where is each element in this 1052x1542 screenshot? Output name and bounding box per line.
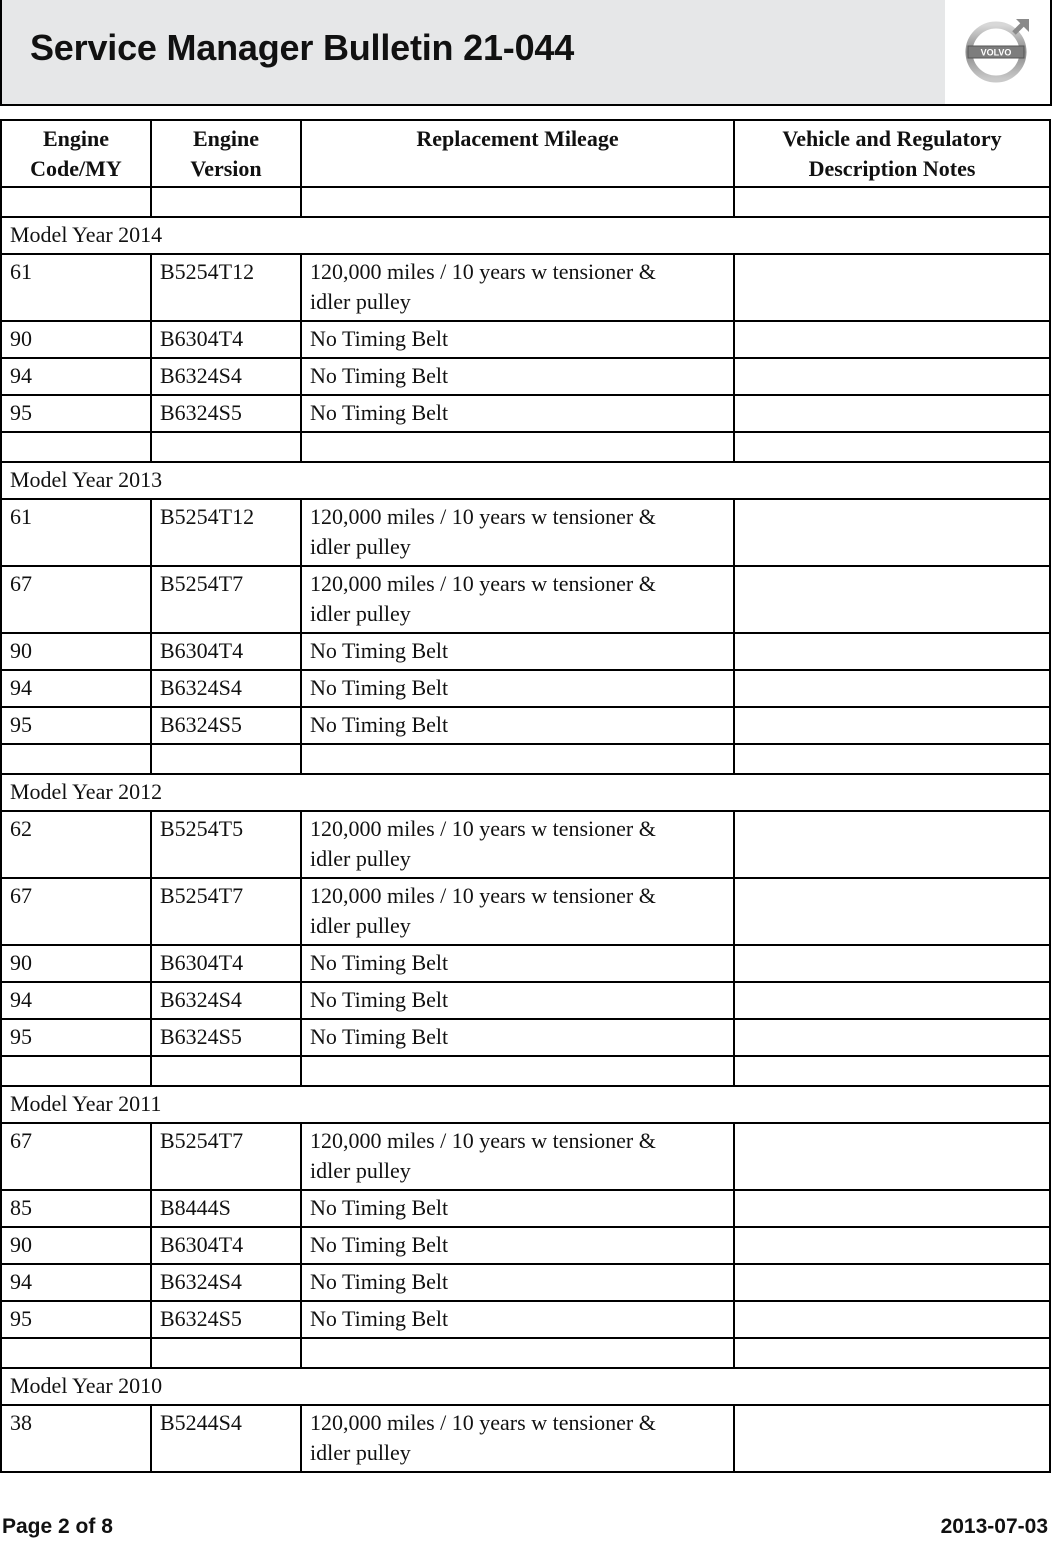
engine-version-cell: B8444S — [151, 1190, 301, 1227]
engine-code-cell: 85 — [1, 1190, 151, 1227]
mileage-text-line: idler pulley — [310, 913, 411, 938]
table-row — [1, 670, 1050, 707]
engine-version-cell: B5254T7 — [151, 566, 301, 633]
notes-cell — [734, 878, 1050, 945]
empty-cell — [734, 744, 1050, 774]
engine-table — [0, 119, 1051, 1473]
notes-cell — [734, 1405, 1050, 1472]
engine-code-cell: 61 — [1, 254, 151, 321]
empty-cell — [151, 432, 301, 462]
empty-cell — [151, 744, 301, 774]
col-header-engine-code: Engine Code/MY — [1, 120, 151, 187]
mileage-text-line: idler pulley — [310, 1440, 411, 1465]
engine-code-cell: 67 — [1, 566, 151, 633]
replacement-mileage-cell — [301, 566, 734, 633]
replacement-mileage-cell — [301, 945, 734, 982]
engine-code-cell: 94 — [1, 1264, 151, 1301]
engine-code-cell: 62 — [1, 811, 151, 878]
col-header-replacement-mileage: Replacement Mileage — [301, 120, 734, 187]
notes-cell — [734, 499, 1050, 566]
mileage-text-line: 120,000 miles / 10 years w tensioner & — [310, 571, 656, 596]
bulletin-date: 2013-07-03 — [940, 1515, 1048, 1538]
engine-code-cell: 67 — [1, 878, 151, 945]
notes-cell — [734, 358, 1050, 395]
engine-version-cell: B6304T4 — [151, 321, 301, 358]
notes-cell — [734, 254, 1050, 321]
notes-cell — [734, 566, 1050, 633]
notes-cell — [734, 945, 1050, 982]
replacement-mileage-cell — [301, 1264, 734, 1301]
mileage-text-line: idler pulley — [310, 289, 411, 314]
col-header-notes: Vehicle and Regulatory Description Notes — [734, 120, 1050, 187]
engine-code-cell: 95 — [1, 707, 151, 744]
table-row — [1, 1190, 1050, 1227]
model-year-label: Model Year 2010 — [1, 1368, 1050, 1405]
engine-version-cell: B6324S5 — [151, 707, 301, 744]
empty-cell — [301, 1338, 734, 1368]
model-year-row — [1, 462, 1050, 499]
notes-cell — [734, 1190, 1050, 1227]
mileage-text-line: idler pulley — [310, 534, 411, 559]
mileage-text-line: 120,000 miles / 10 years w tensioner & — [310, 504, 656, 529]
page-title: Service Manager Bulletin 21-044 — [30, 27, 575, 68]
engine-code-cell: 95 — [1, 1019, 151, 1056]
engine-version-cell: B6304T4 — [151, 633, 301, 670]
table-row — [1, 1123, 1050, 1190]
engine-code-cell: 61 — [1, 499, 151, 566]
empty-cell — [1, 1056, 151, 1086]
mileage-text-line: No Timing Belt — [310, 638, 449, 663]
empty-cell — [734, 432, 1050, 462]
replacement-mileage-cell — [301, 811, 734, 878]
table-row — [1, 1301, 1050, 1338]
engine-code-cell: 90 — [1, 633, 151, 670]
mileage-text-line: No Timing Belt — [310, 675, 449, 700]
notes-cell — [734, 670, 1050, 707]
mileage-text-line: 120,000 miles / 10 years w tensioner & — [310, 883, 656, 908]
engine-version-cell: B5254T12 — [151, 254, 301, 321]
mileage-text-line: 120,000 miles / 10 years w tensioner & — [310, 1128, 656, 1153]
table-row — [1, 1019, 1050, 1056]
spacer-row — [1, 744, 1050, 774]
notes-cell — [734, 1019, 1050, 1056]
table-row — [1, 982, 1050, 1019]
table-row — [1, 1227, 1050, 1264]
mileage-text-line: No Timing Belt — [310, 326, 449, 351]
mileage-text-line: No Timing Belt — [310, 400, 449, 425]
table-body — [1, 187, 1050, 1472]
notes-cell — [734, 707, 1050, 744]
replacement-mileage-cell — [301, 499, 734, 566]
table-row — [1, 633, 1050, 670]
table-row — [1, 499, 1050, 566]
model-year-label: Model Year 2011 — [1, 1086, 1050, 1123]
model-year-label: Model Year 2013 — [1, 462, 1050, 499]
replacement-mileage-cell — [301, 982, 734, 1019]
empty-cell — [151, 187, 301, 217]
table-row — [1, 321, 1050, 358]
table-row — [1, 358, 1050, 395]
engine-code-cell: 90 — [1, 321, 151, 358]
table-row — [1, 566, 1050, 633]
notes-cell — [734, 321, 1050, 358]
notes-cell — [734, 1227, 1050, 1264]
notes-cell — [734, 1301, 1050, 1338]
table-row — [1, 395, 1050, 432]
replacement-mileage-cell — [301, 1190, 734, 1227]
model-year-row — [1, 774, 1050, 811]
replacement-mileage-cell — [301, 670, 734, 707]
notes-cell — [734, 811, 1050, 878]
volvo-logo — [964, 16, 1032, 84]
engine-version-cell: B6304T4 — [151, 945, 301, 982]
table-row — [1, 1264, 1050, 1301]
replacement-mileage-cell — [301, 1227, 734, 1264]
mileage-text-line: No Timing Belt — [310, 987, 449, 1012]
col-header-engine-version: Engine Version — [151, 120, 301, 187]
engine-code-cell: 94 — [1, 670, 151, 707]
mileage-text-line: No Timing Belt — [310, 1232, 449, 1257]
table-row — [1, 878, 1050, 945]
engine-version-cell: B5254T7 — [151, 878, 301, 945]
engine-code-cell: 38 — [1, 1405, 151, 1472]
table-row — [1, 811, 1050, 878]
engine-version-cell: B5244S4 — [151, 1405, 301, 1472]
empty-cell — [734, 1338, 1050, 1368]
empty-cell — [151, 1056, 301, 1086]
mileage-text-line: No Timing Belt — [310, 712, 449, 737]
engine-code-cell: 67 — [1, 1123, 151, 1190]
empty-cell — [734, 187, 1050, 217]
engine-code-cell: 94 — [1, 982, 151, 1019]
empty-cell — [1, 187, 151, 217]
engine-version-cell: B5254T7 — [151, 1123, 301, 1190]
engine-version-cell: B5254T5 — [151, 811, 301, 878]
engine-version-cell: B6324S4 — [151, 982, 301, 1019]
model-year-row — [1, 1368, 1050, 1405]
table-row — [1, 1405, 1050, 1472]
mileage-text-line: No Timing Belt — [310, 1195, 449, 1220]
engine-code-cell: 94 — [1, 358, 151, 395]
engine-version-cell: B5254T12 — [151, 499, 301, 566]
engine-version-cell: B6324S4 — [151, 1264, 301, 1301]
bulletin-header — [0, 0, 1052, 106]
empty-cell — [734, 1056, 1050, 1086]
spacer-row — [1, 432, 1050, 462]
empty-cell — [151, 1338, 301, 1368]
mileage-text-line: No Timing Belt — [310, 1024, 449, 1049]
mileage-text-line: 120,000 miles / 10 years w tensioner & — [310, 259, 656, 284]
mileage-text-line: No Timing Belt — [310, 1306, 449, 1331]
engine-version-cell: B6324S4 — [151, 670, 301, 707]
notes-cell — [734, 633, 1050, 670]
table-row — [1, 945, 1050, 982]
notes-cell — [734, 982, 1050, 1019]
engine-code-cell: 90 — [1, 1227, 151, 1264]
engine-version-cell: B6324S5 — [151, 1019, 301, 1056]
notes-cell — [734, 1123, 1050, 1190]
replacement-mileage-cell — [301, 707, 734, 744]
empty-cell — [301, 432, 734, 462]
mileage-text-line: 120,000 miles / 10 years w tensioner & — [310, 816, 656, 841]
engine-code-cell: 95 — [1, 1301, 151, 1338]
notes-cell — [734, 1264, 1050, 1301]
table-header-row — [1, 120, 1050, 187]
mileage-text-line: idler pulley — [310, 1158, 411, 1183]
replacement-mileage-cell — [301, 358, 734, 395]
spacer-row — [1, 1338, 1050, 1368]
mileage-text-line: 120,000 miles / 10 years w tensioner & — [310, 1410, 656, 1435]
replacement-mileage-cell — [301, 395, 734, 432]
engine-version-cell: B6324S5 — [151, 1301, 301, 1338]
empty-cell — [301, 1056, 734, 1086]
model-year-row — [1, 217, 1050, 254]
mileage-text-line: No Timing Belt — [310, 363, 449, 388]
empty-cell — [1, 744, 151, 774]
engine-code-cell: 95 — [1, 395, 151, 432]
empty-cell — [1, 432, 151, 462]
engine-code-cell: 90 — [1, 945, 151, 982]
replacement-mileage-cell — [301, 633, 734, 670]
replacement-mileage-cell — [301, 1123, 734, 1190]
model-year-label: Model Year 2014 — [1, 217, 1050, 254]
notes-cell — [734, 395, 1050, 432]
page-number: Page 2 of 8 — [2, 1515, 113, 1538]
table-row — [1, 707, 1050, 744]
mileage-text-line: idler pulley — [310, 601, 411, 626]
replacement-mileage-cell — [301, 321, 734, 358]
replacement-mileage-cell — [301, 878, 734, 945]
table-row — [1, 254, 1050, 321]
replacement-mileage-cell — [301, 1405, 734, 1472]
engine-version-cell: B6324S4 — [151, 358, 301, 395]
mileage-text-line: No Timing Belt — [310, 950, 449, 975]
spacer-row — [1, 187, 1050, 217]
mileage-text-line: idler pulley — [310, 846, 411, 871]
empty-cell — [301, 187, 734, 217]
mileage-text-line: No Timing Belt — [310, 1269, 449, 1294]
spacer-row — [1, 1056, 1050, 1086]
replacement-mileage-cell — [301, 1019, 734, 1056]
engine-version-cell: B6324S5 — [151, 395, 301, 432]
engine-version-cell: B6304T4 — [151, 1227, 301, 1264]
engine-table-container — [0, 119, 1049, 1473]
replacement-mileage-cell — [301, 1301, 734, 1338]
model-year-row — [1, 1086, 1050, 1123]
empty-cell — [1, 1338, 151, 1368]
logo-text: VOLVO — [980, 47, 1012, 58]
model-year-label: Model Year 2012 — [1, 774, 1050, 811]
replacement-mileage-cell — [301, 254, 734, 321]
empty-cell — [301, 744, 734, 774]
